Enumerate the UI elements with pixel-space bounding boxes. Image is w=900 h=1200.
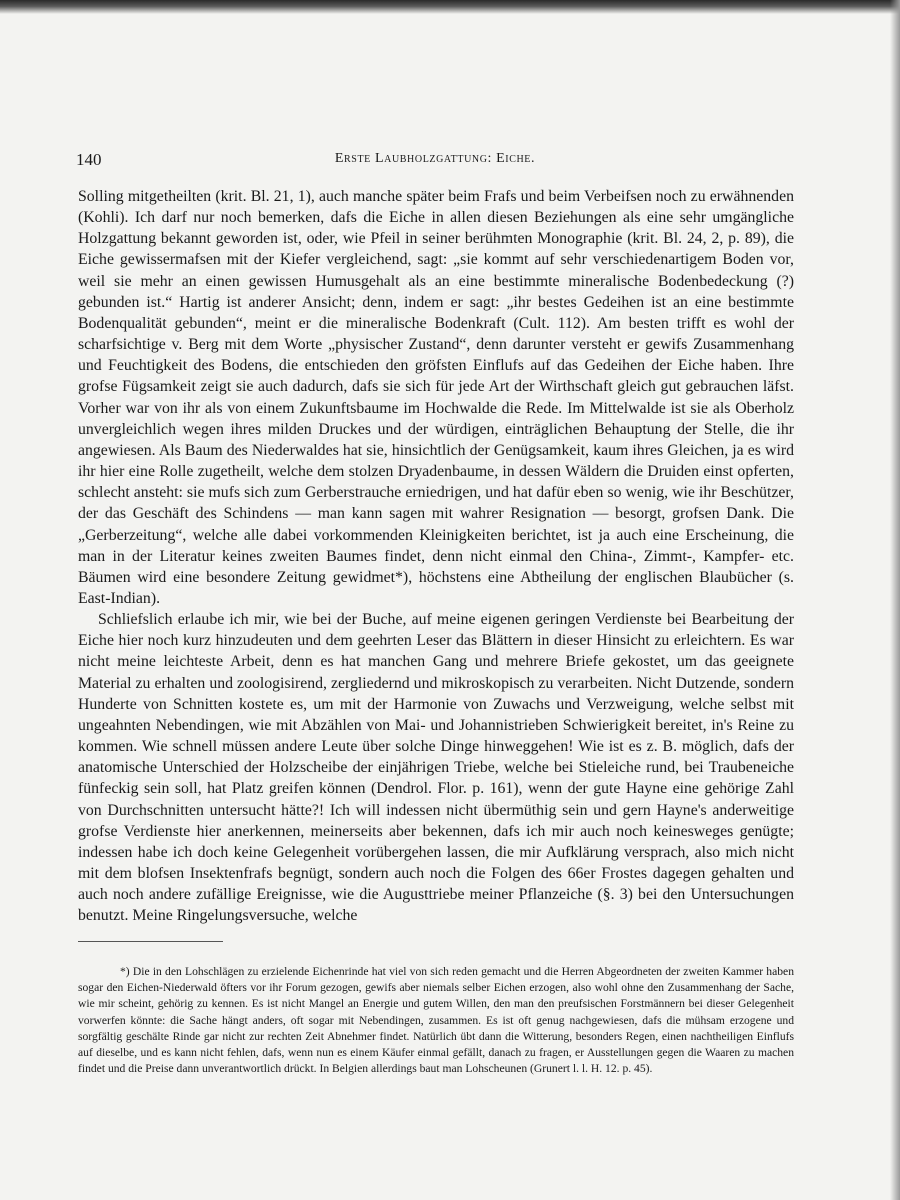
footnote [78,964,794,1077]
scan-edge-top [0,0,900,14]
page-header [76,150,794,174]
running-head: Erste Laubholzgattung: Eiche. [334,151,536,166]
page-number: 140 [76,150,102,169]
footnote-text: *) Die in den Lohschlägen zu erzielende Eichenrinde hat viel von sich reden gemacht und die Herren Abgeordneten der zweiten Kammer haben sogar den Eichen-Niederwald öfters vor ihr Forum gezogen, gewifs aber niemals selber Eichen erzogen, also wohl ohne den Zusammenhang der Sache, wie mir scheint, gehörig zu kennen. Es ist nicht Mangel an Energie und gutem Willen, den man den preufsischen Forstmännern bei dieser Gelegenheit vorwerfen könnte: die Sache hängt anders, oft sogar mit Nebendingen, zusammen. Es ist oft genug nachgewiesen, dafs die mühsam erzogene und sorgfältig geschälte Rinde gar nicht zur rechten Zeit Abnehmer findet. Natürlich übt dann die Witterung, besonders Regen, einen nachtheiligen Einflufs auf dieselbe, und es kann nicht fehlen, dafs, wenn nun es einem Käufer einmal gefällt, danach zu fragen, er Ausstellungen gegen die Waaren zu machen findet und die Preise dann unverantwortlich drückt. In Belgien allerdings baut man Lohscheunen (Grunert l. l. H. 12. p. 45). [78,965,794,1076]
main-text [78,186,794,926]
footnote-divider [78,941,223,942]
scan-edge-right [890,0,900,1200]
paragraph: Schliefslich erlaube ich mir, wie bei der Buche, auf meine eigenen geringen Verdienste bei Bearbeitung der Eiche hier noch kurz hinzudeuten und dem geehrten Leser das Blättern in dieser Hinsicht zu erleichtern. Es war nicht meine leichteste Arbeit, denn es hat manchen Gang und mehrere Briefe gekostet, um das geeignete Material zu erhalten und zoologisirend, zergliedernd und mikroskopisch zu verarbeiten. Nicht Dutzende, sondern Hunderte von Schnitten kostete es, um mit der Harmonie von Zuwachs und Verzweigung, welche selbst mit ungeahnten Nebendingen, wie mit Abzählen von Mai- und Johannistrieben Schwierigkeit bereitet, in's Reine zu kommen. Wie schnell müssen andere Leute über solche Dinge hinweggehen! Wie ist es z. B. möglich, dafs der anatomische Unterschied der Holzscheibe der einjährigen Triebe, welche bei Stieleiche rund, bei Traubeneiche fünfeckig sein soll, hat Platz greifen können (Dendrol. Flor. p. 161), wenn der gute Hayne eine gehörige Zahl von Durchschnitten untersucht hätte?! Ich will indessen nicht übermüthig sein und gern Hayne's anderweitige grofse Verdienste hier anerkennen, meinerseits aber bekennen, dafs ich mir auch noch keinesweges genügte; indessen habe ich doch keine Gelegenheit vorübergehen lassen, die mir Aufklärung versprach, also mich nicht mit dem blofsen Insektenfrafs begnügt, sondern auch noch die Folgen des 66er Frostes dagegen gehalten und auch noch andere zufällige Ereignisse, wie die Augusttriebe meiner Pflanzeiche (§. 3) bei den Untersuchungen benutzt. Meine Ringelungsversuche, welche [78,611,794,925]
paragraph: Solling mitgetheilten (krit. Bl. 21, 1), auch manche später beim Frafs und beim Verbeifsen noch zu erwähnenden (Kohli). Ich darf nur noch bemerken, dafs die Eiche in allen diesen Beziehungen als eine sehr umgängliche Holzgattung bekannt geworden ist, oder, wie Pfeil in seiner berühmten Monographie (krit. Bl. 24, 2, p. 89), die Eiche gewissermafsen mit der Kiefer vergleichend, sagt: „sie kommt auf sehr verschiedenartigem Boden vor, weil sie mehr an einen gewissen Humusgehalt als an eine bestimmte mineralische Bodenbedeckung (?) gebunden ist.“ Hartig ist anderer Ansicht; denn, indem er sagt: „ihr bestes Gedeihen ist an eine bestimmte Bodenqualität gebunden“, meint er die mineralische Bodenkraft (Cult. 112). Am besten trifft es wohl der scharfsichtige v. Berg mit dem Worte „physischer Zustand“, denn darunter versteht er gewifs Zusammenhang und Feuchtigkeit des Bodens, die entschieden den gröfsten Einflufs auf das Gedeihen der Eiche haben. Ihre grofse Fügsamkeit zeigt sie auch dadurch, dafs sie sich für jede Art der Wirthschaft gleich gut gebrauchen läfst. Vorher war von ihr als von einem Zukunftsbaume im Hochwalde die Rede. Im Mittelwalde ist sie als Oberholz unvergleichlich wegen ihres milden Druckes und der würdigen, einträglichen Behauptung der Stelle, die ihr angewiesen. Als Baum des Niederwaldes hat sie, hinsichtlich der Genügsamkeit, kaum ihres Gleichen, ja es wird ihr hier eine Rolle zugetheilt, welche dem stolzen Dryadenbaume, in dessen Wäldern die Druiden einst opferten, schlecht ansteht: sie mufs sich zum Gerberstrauche erniedrigen, und hat dafür eben so wenig, wie ihr Beschützer, der das Geschäft des Schindens — man kann sagen mit wahrer Resignation — besorgt, grofsen Dank. Die „Gerberzeitung“, welche alle dabei vorkommenden Kleinigkeiten berichtet, ist ja auch eine Erscheinung, die man in der Literatur keines zweiten Baumes findet, denn nicht einmal den China-, Zimmt-, Kampfer- etc. Bäumen wird eine besondere Zeitung gewidmet*), höchstens eine Abtheilung der englischen Blaubücher (s. East-Indian). [78,188,794,607]
